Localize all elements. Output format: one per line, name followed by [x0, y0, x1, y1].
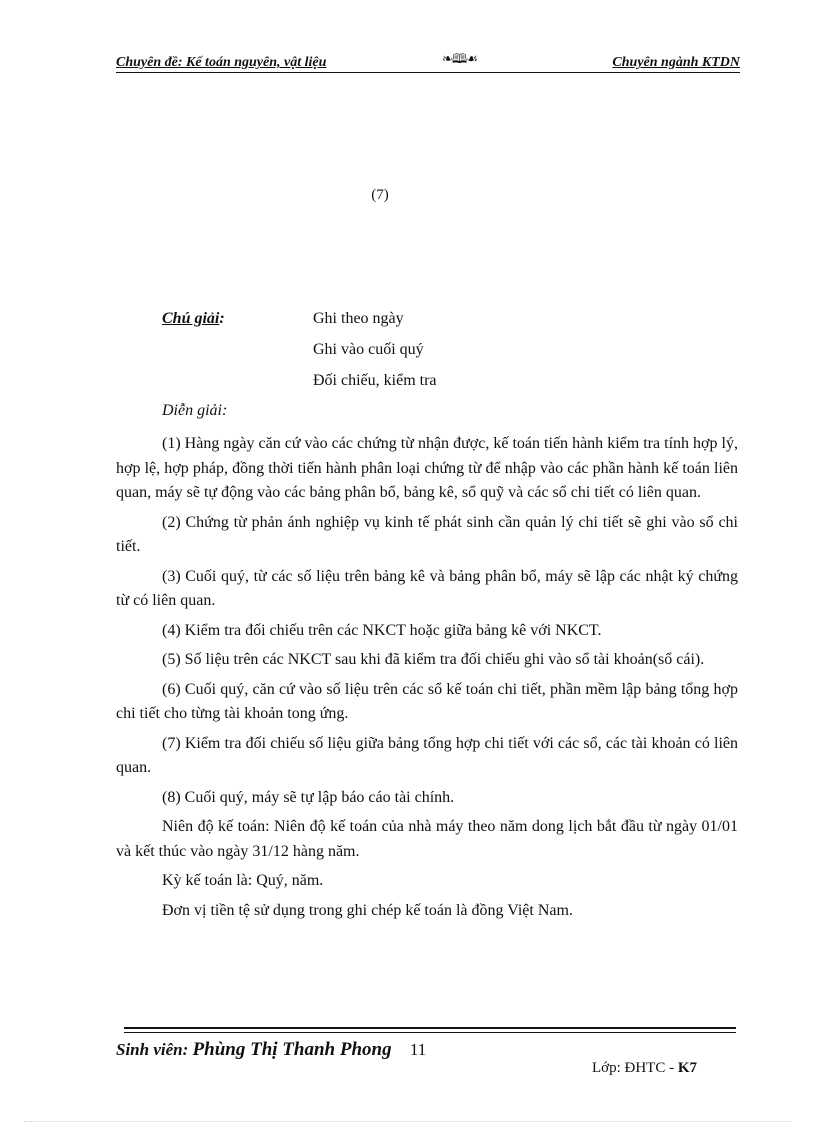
explanation-body — [116, 432, 738, 928]
paragraph: (4) Kiểm tra đối chiếu trên các NKCT hoặc giữa bảng kê với NKCT. — [162, 621, 602, 639]
paragraph: (6) Cuối quý, căn cứ vào số liệu trên các sổ kế toán chi tiết, phần mềm lập bảng tổng hợp chi tiết cho từng tài khoản tong ứng. — [116, 680, 738, 722]
paragraph: (2) Chứng từ phản ánh nghiệp vụ kinh tế phát sinh cần quản lý chi tiết sẽ ghi vào sổ chi tiết. — [116, 513, 738, 555]
paragraph: (5) Số liệu trên các NKCT sau khi đã kiểm tra đối chiếu ghi vào sổ tài khoản(sổ cái). — [162, 651, 705, 668]
class-code: K7 — [677, 1060, 698, 1076]
student-name: Phùng Thị Thanh Phong — [192, 1039, 392, 1060]
footer-class — [592, 1060, 697, 1077]
page-bottom-dotted-line — [24, 1121, 792, 1122]
footer-rule-thin — [124, 1032, 736, 1033]
book-ornament-icon: ❧🕮☙ — [442, 51, 477, 66]
page-header — [116, 50, 740, 72]
paragraph: Niên độ kế toán: Niên độ kế toán của nhà máy theo năm dong lịch bắt đầu từ ngày 01/01 và kết thúc vào ngày 31/12 hàng năm. — [116, 818, 738, 860]
class-label: Lớp: ĐHTC - — [592, 1060, 675, 1076]
legend-item-reconcile: Đối chiếu, kiểm tra — [313, 372, 437, 389]
footer-student — [116, 1039, 426, 1061]
page-number: 11 — [409, 1040, 427, 1059]
header-major: Chuyên ngành KTDN — [612, 55, 740, 70]
legend-title: Chú giải: — [162, 310, 225, 327]
diagram-marker: (7) — [371, 187, 389, 203]
explanation-heading: Diễn giải: — [162, 402, 228, 419]
footer-rule-thick — [124, 1027, 736, 1029]
paragraph: (8) Cuối quý, máy sẽ tự lập báo cáo tài chính. — [162, 788, 455, 806]
paragraph: (7) Kiểm tra đối chiếu số liệu giữa bảng tổng hợp chi tiết với các sổ, các tài khoản có liên quan. — [116, 734, 738, 776]
student-label: Sinh viên: — [116, 1040, 189, 1059]
header-rule — [116, 72, 740, 73]
legend-item-quarterly: Ghi vào cuối quý — [313, 341, 424, 358]
paragraph: Đơn vị tiền tệ sử dụng trong ghi chép kế toán là đồng Việt Nam. — [162, 901, 573, 919]
paragraph: Kỳ kế toán là: Quý, năm. — [162, 872, 324, 889]
paragraph: (3) Cuối quý, từ các số liệu trên bảng kê và bảng phân bổ, máy sẽ lập các nhật ký chứng từ có liên quan. — [116, 567, 738, 609]
header-topic: Chuyên đề: Kế toán nguyên, vật liệu — [116, 55, 327, 70]
paragraph: (1) Hàng ngày căn cứ vào các chứng từ nhận được, kế toán tiến hành kiểm tra tính hợp lý, hợp lệ, hợp pháp, đồng thời tiến hành phân loại chứng từ để nhập vào các phần hành kế toán liên quan, máy sẽ tự động vào các bảng phân bổ, bảng kê, sổ quỹ và các sổ chi tiết có liên quan. — [116, 435, 738, 501]
legend-item-daily: Ghi theo ngày — [313, 310, 404, 327]
